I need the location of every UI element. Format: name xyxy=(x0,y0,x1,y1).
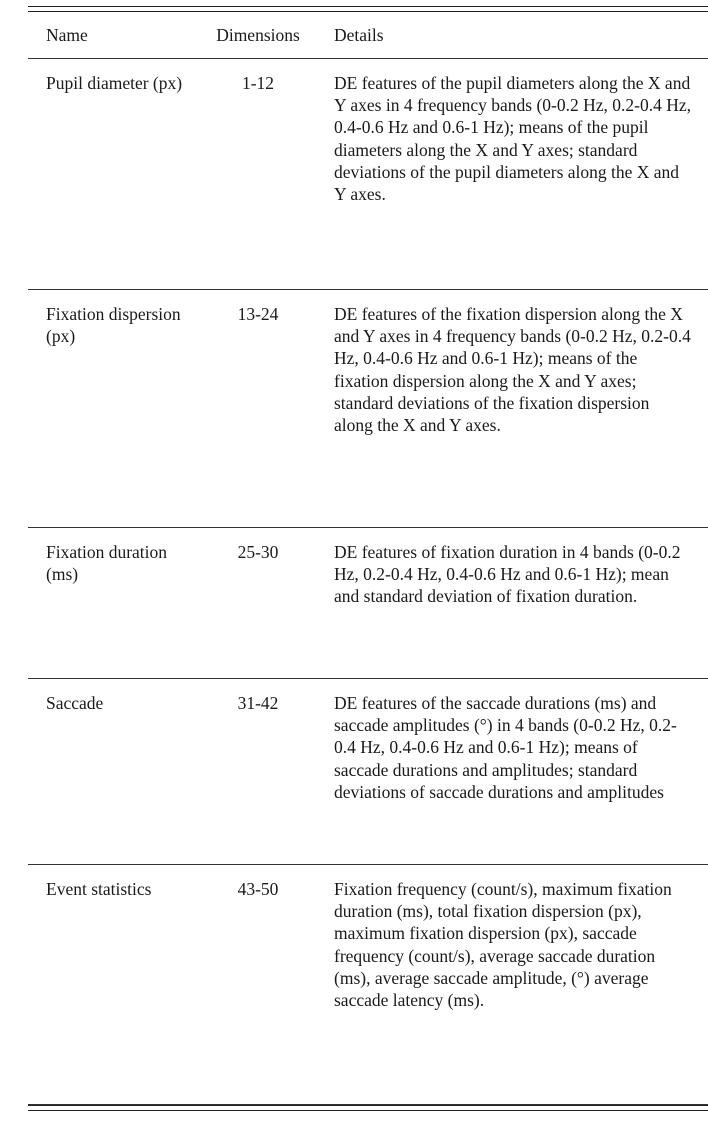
table-row xyxy=(28,290,708,528)
header-name: Name xyxy=(46,24,88,45)
row-details: Fixation frequency (count/s), maximum fixation duration (ms), total fixation dispersion (px), maximum fixation dispersion (px), saccade frequency (count/s), average saccade duration (ms), average saccade amplitude, (°) average saccade latency (ms). xyxy=(334,879,672,1011)
table-row xyxy=(28,528,708,679)
table-row xyxy=(28,679,708,865)
row-details: DE features of the saccade durations (ms) and saccade amplitudes (°) in 4 bands (0-0.2 Hz, 0.2-0.4 Hz, 0.4-0.6 Hz and 0.6-1 Hz); means of saccade durations and amplitudes; standard deviations of saccade durations and amplitudes xyxy=(334,693,677,802)
row-name: Saccade xyxy=(46,693,104,713)
row-dimensions: 43-50 xyxy=(237,879,279,899)
table-row xyxy=(28,865,708,1105)
table-header-row xyxy=(28,12,708,58)
features-table xyxy=(28,0,708,1111)
row-name: Fixation dispersion (px) xyxy=(46,304,181,347)
table-row xyxy=(28,59,708,290)
row-dimensions: 31-42 xyxy=(237,693,279,713)
header-details: Details xyxy=(334,24,384,45)
row-details: DE features of the pupil diameters along the X and Y axes in 4 frequency bands (0-0.2 Hz, 0.2-0.4 Hz, 0.4-0.6 Hz and 0.6-1 Hz); means of the pupil diameters along the X and Y axes; standard deviations of the pupil diameters along the X and Y axes. xyxy=(334,73,692,205)
row-details: DE features of the fixation dispersion along the X and Y axes in 4 frequency bands (0-0.2 Hz, 0.2-0.4 Hz, 0.4-0.6 Hz and 0.6-1 Hz); means of the fixation dispersion along the X and Y axes; standard deviations of the fixation dispersion along the X and Y axes. xyxy=(334,304,691,436)
row-dimensions: 13-24 xyxy=(237,304,279,324)
row-dimensions: 25-30 xyxy=(237,542,279,562)
row-name: Event statistics xyxy=(46,879,152,899)
header-dimensions: Dimensions xyxy=(216,24,300,45)
row-name: Pupil diameter (px) xyxy=(46,73,183,93)
table-bottom-rule xyxy=(28,1105,708,1111)
row-name: Fixation duration (ms) xyxy=(46,542,168,585)
row-details: DE features of fixation duration in 4 bands (0-0.2 Hz, 0.2-0.4 Hz, 0.4-0.6 Hz and 0.6-1 Hz); mean and standard deviation of fixation duration. xyxy=(334,542,681,607)
row-dimensions: 1-12 xyxy=(241,73,275,93)
